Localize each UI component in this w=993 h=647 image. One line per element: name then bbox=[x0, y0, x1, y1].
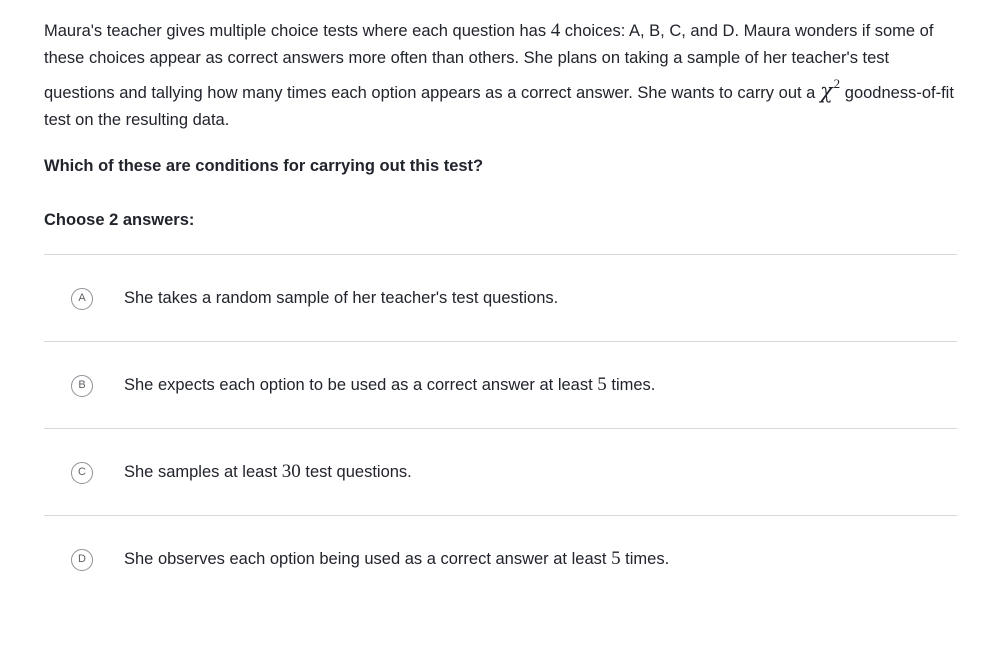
choice-d-text-after: times. bbox=[625, 550, 670, 568]
choice-d-text bbox=[124, 546, 669, 572]
question-prompt: Which of these are conditions for carrying out this test? bbox=[44, 157, 484, 175]
choice-c[interactable] bbox=[44, 429, 957, 516]
choice-b[interactable] bbox=[44, 342, 957, 429]
chi-exponent: 2 bbox=[833, 76, 841, 91]
choice-d[interactable] bbox=[44, 516, 957, 602]
choice-a-letter-bubble[interactable]: A bbox=[71, 288, 93, 310]
choice-c-number: 30 bbox=[281, 461, 301, 482]
choice-c-letter-bubble[interactable]: C bbox=[71, 462, 93, 484]
choice-b-text bbox=[124, 372, 655, 398]
choice-a-text bbox=[124, 285, 558, 311]
question-text bbox=[44, 17, 959, 134]
choice-d-number: 5 bbox=[611, 548, 621, 569]
question-number-of-choices: 4 bbox=[550, 20, 561, 41]
choose-instructions: Choose 2 answers: bbox=[44, 211, 195, 229]
question-text-part-2: choices: A, B, C, and D. Maura wonders if some of these choices appear as correct answers more often than others. She plans on taking a sample of her teacher's test questions and tallying how many times each option appears as a correct answer. She wants to carry out a bbox=[44, 22, 934, 102]
chi-symbol: χ bbox=[819, 79, 833, 103]
choice-a-text-before: She takes a random sample of her teacher's test questions. bbox=[124, 289, 559, 307]
question-text-part-1: Maura's teacher gives multiple choice tests where each question has bbox=[44, 22, 547, 40]
choice-b-text-before: She expects each option to be used as a correct answer at least bbox=[124, 376, 593, 394]
choice-d-text-before: She observes each option being used as a correct answer at least bbox=[124, 550, 607, 568]
choice-c-text-after: test questions. bbox=[305, 463, 412, 481]
chi-squared-symbol bbox=[819, 76, 841, 103]
question-text-part-3: goodness-of-fit test on the resulting data. bbox=[44, 84, 954, 129]
choice-b-text-after: times. bbox=[611, 376, 656, 394]
choice-c-text-before: She samples at least bbox=[124, 463, 278, 481]
choice-a[interactable] bbox=[44, 255, 957, 342]
choice-d-letter-bubble[interactable]: D bbox=[71, 549, 93, 571]
choice-c-text bbox=[124, 459, 412, 485]
answer-choices bbox=[44, 254, 957, 602]
choice-b-number: 5 bbox=[597, 374, 607, 395]
choice-b-letter-bubble[interactable]: B bbox=[71, 375, 93, 397]
